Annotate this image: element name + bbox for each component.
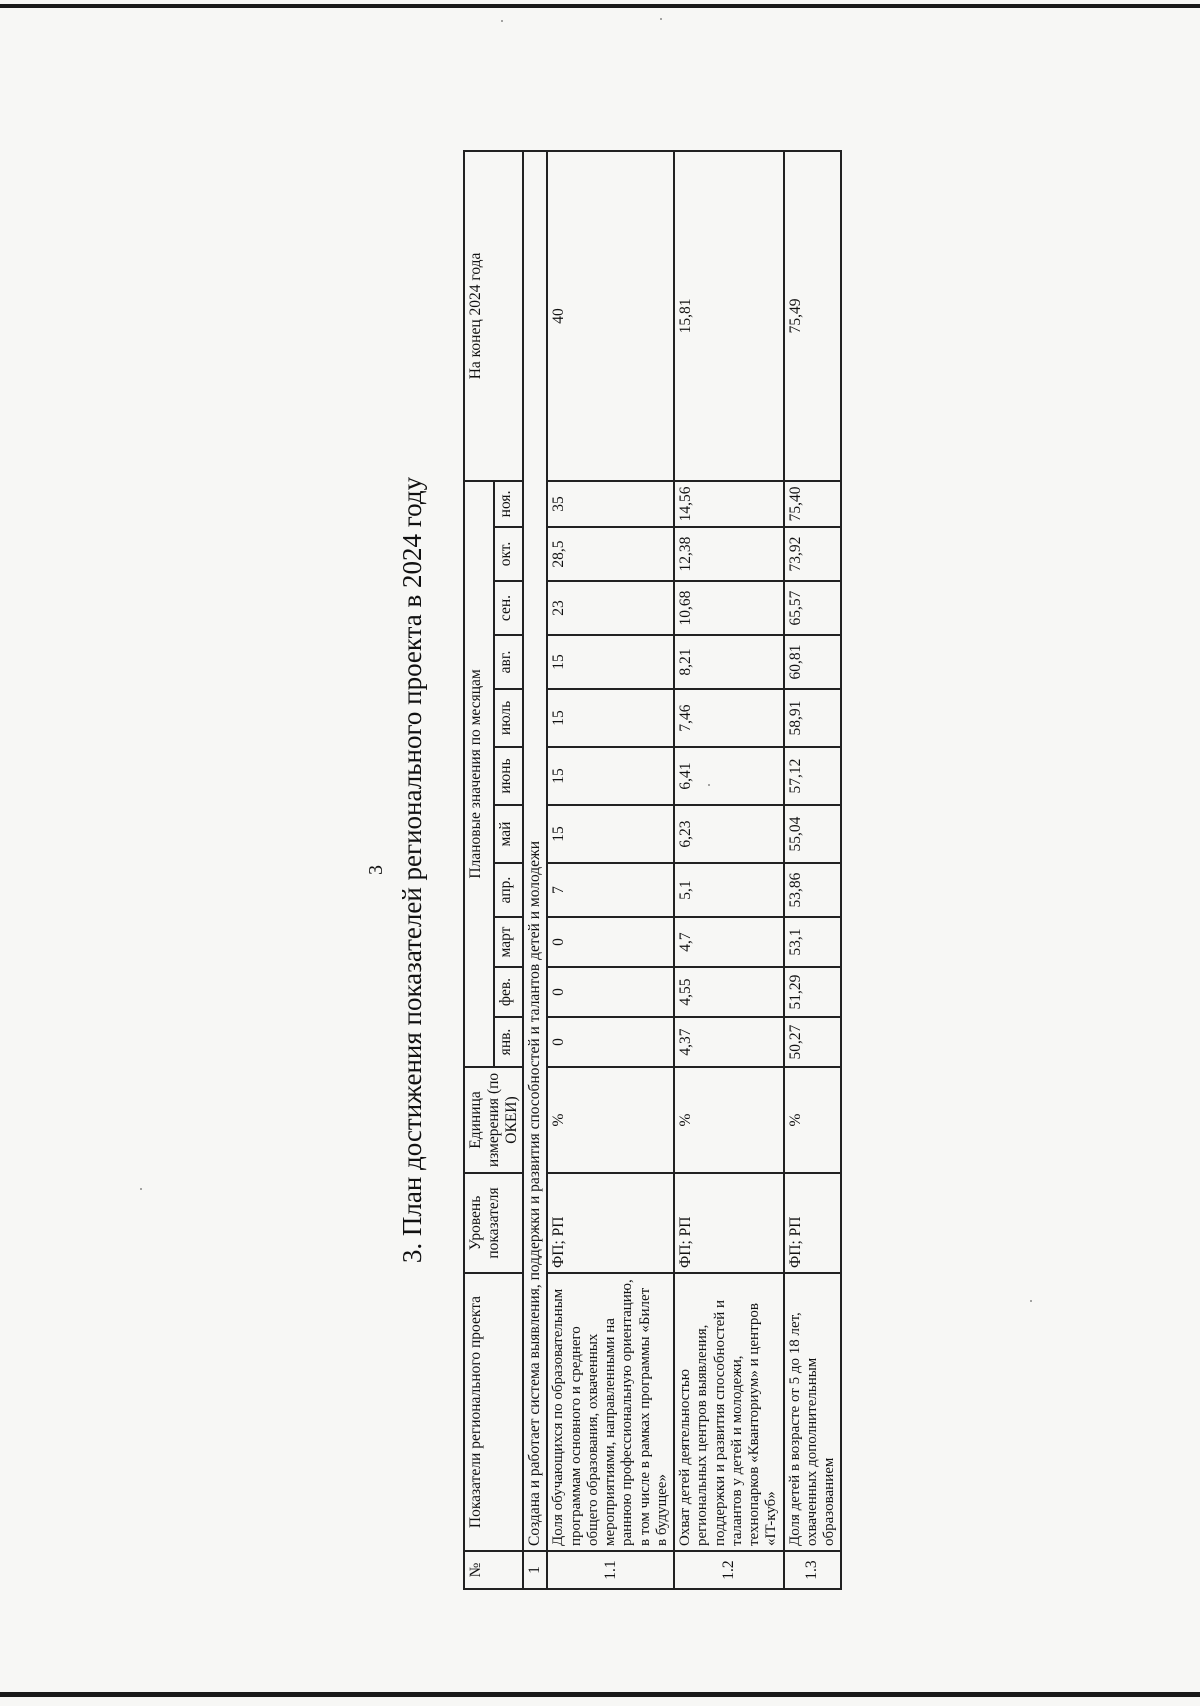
month-value: 15 xyxy=(547,805,674,863)
indicator-unit: % xyxy=(547,1067,674,1173)
month-value: 12,38 xyxy=(674,527,784,581)
indicator-level: ФП; РП xyxy=(547,1173,674,1273)
header-month: ноя. xyxy=(494,481,524,527)
header-monthly: Плановые значения по месяцам xyxy=(464,481,494,1067)
month-value: 60,81 xyxy=(784,635,842,689)
row-number: 1.3 xyxy=(784,1551,842,1589)
speck xyxy=(1030,1300,1032,1302)
year-end-value: 40 xyxy=(547,151,674,481)
month-value: 8,21 xyxy=(674,635,784,689)
month-value: 53,86 xyxy=(784,863,842,917)
month-value: 0 xyxy=(547,917,674,967)
month-value: 73,92 xyxy=(784,527,842,581)
speck xyxy=(501,20,503,22)
year-end-value: 75,49 xyxy=(784,151,842,481)
header-month: фев. xyxy=(494,967,524,1017)
month-value: 6,23 xyxy=(674,805,784,863)
row-number: 1.2 xyxy=(674,1551,784,1589)
header-month: авг. xyxy=(494,635,524,689)
row-number: 1.1 xyxy=(547,1551,674,1589)
month-value: 15 xyxy=(547,689,674,747)
header-month: окт. xyxy=(494,527,524,581)
month-value: 15 xyxy=(547,747,674,805)
month-value: 58,91 xyxy=(784,689,842,747)
indicator-name: Доля детей в возрасте от 5 до 18 лет, охваченных дополнительным образованием xyxy=(784,1273,842,1551)
month-value: 7 xyxy=(547,863,674,917)
header-row-1 xyxy=(464,151,494,1589)
indicator-name: Охват детей деятельностью региональных центров выявления, поддержки и развития способностей и талантов у детей и молодежи, технопарков «Кванториум» и центров «IT-куб» xyxy=(674,1273,784,1551)
month-value: 28,5 xyxy=(547,527,674,581)
month-value: 4,7 xyxy=(674,917,784,967)
page-title: 3. План достижения показателей регионального проекта в 2024 году xyxy=(397,476,427,1264)
header-unit: Единица измерения (по ОКЕИ) xyxy=(464,1067,523,1173)
speck xyxy=(660,18,662,20)
header-month: март xyxy=(494,917,524,967)
page-number: 3 xyxy=(365,865,387,875)
month-value: 50,27 xyxy=(784,1017,842,1067)
month-value: 4,55 xyxy=(674,967,784,1017)
month-value: 15 xyxy=(547,635,674,689)
header-year-end: На конец 2024 года xyxy=(464,151,523,481)
header-month: янв. xyxy=(494,1017,524,1067)
month-value: 51,29 xyxy=(784,967,842,1017)
section-number: 1 xyxy=(523,1551,547,1589)
indicators-table xyxy=(463,150,842,1590)
scan-border-bottom xyxy=(0,1692,1200,1697)
section-title: Создана и работает система выявления, поддержки и развития способностей и талантов детей и молодежи xyxy=(523,151,547,1551)
month-value: 23 xyxy=(547,581,674,635)
indicator-level: ФП; РП xyxy=(784,1173,842,1273)
month-value: 14,56 xyxy=(674,481,784,527)
header-month: июнь xyxy=(494,747,524,805)
month-value: 53,1 xyxy=(784,917,842,967)
section-row xyxy=(523,151,547,1589)
indicator-level: ФП; РП xyxy=(674,1173,784,1273)
month-value: 35 xyxy=(547,481,674,527)
table-row xyxy=(784,151,842,1589)
header-month: май xyxy=(494,805,524,863)
table-row xyxy=(547,151,674,1589)
year-end-value: 15,81 xyxy=(674,151,784,481)
header-month: апр. xyxy=(494,863,524,917)
month-value: 5,1 xyxy=(674,863,784,917)
month-value: 7,46 xyxy=(674,689,784,747)
header-month: июль xyxy=(494,689,524,747)
scan-border-top xyxy=(0,4,1200,8)
table-row xyxy=(674,151,784,1589)
month-value: 0 xyxy=(547,1017,674,1067)
month-value: 57,12 xyxy=(784,747,842,805)
month-value: 55,04 xyxy=(784,805,842,863)
indicator-unit: % xyxy=(784,1067,842,1173)
header-num: № xyxy=(464,1551,523,1589)
speck xyxy=(140,1188,142,1190)
indicator-unit: % xyxy=(674,1067,784,1173)
month-value: 10,68 xyxy=(674,581,784,635)
month-value: 65,57 xyxy=(784,581,842,635)
header-level: Уровень показателя xyxy=(464,1173,523,1273)
month-value: 0 xyxy=(547,967,674,1017)
header-month: сен. xyxy=(494,581,524,635)
month-value: 75,40 xyxy=(784,481,842,527)
header-indicator: Показатели регионального проекта xyxy=(464,1273,523,1551)
month-value: 6,41 xyxy=(674,747,784,805)
month-value: 4,37 xyxy=(674,1017,784,1067)
rotated-page xyxy=(345,150,855,1590)
indicator-name: Доля обучающихся по образовательным программам основного и среднего общего образования, охваченных мероприятиями, направленными на раннюю профессиональную ориентацию, в том числе в рамках программы «Билет в будущее» xyxy=(547,1273,674,1551)
